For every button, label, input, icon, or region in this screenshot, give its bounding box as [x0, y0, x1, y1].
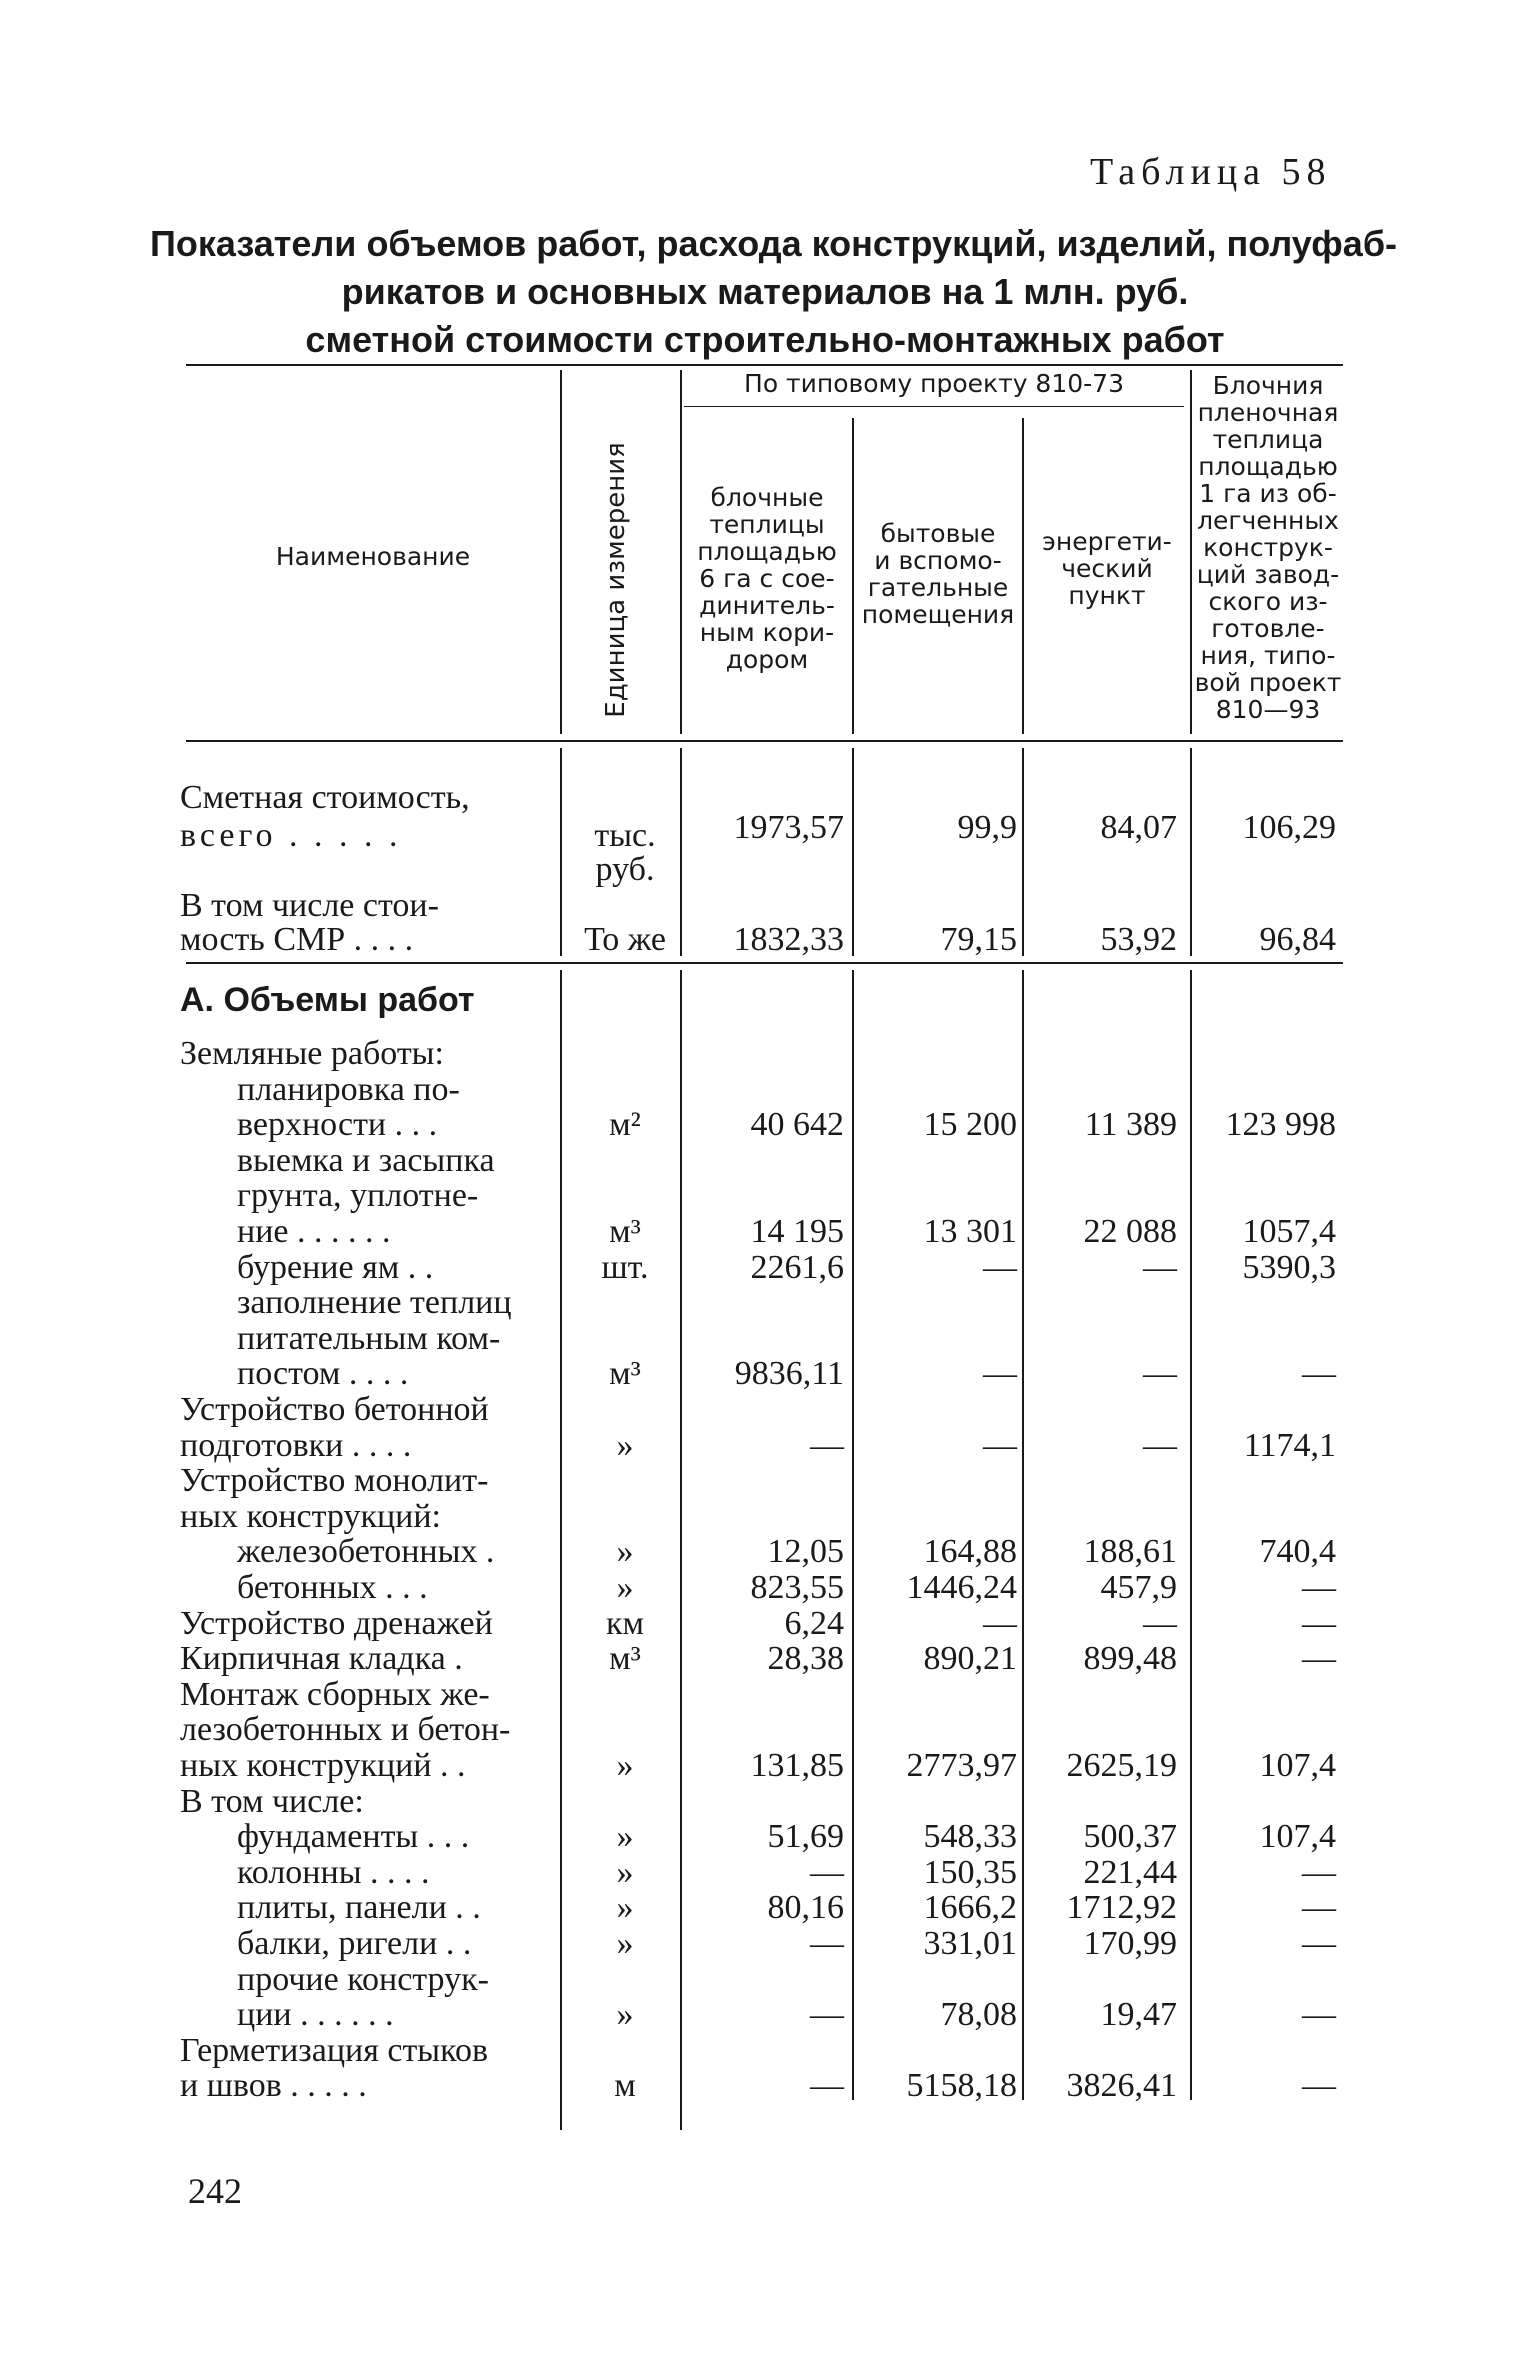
- title-line: рикатов и основных материалов на 1 млн. руб.: [341, 271, 1189, 312]
- header-name: Наименование: [275, 542, 471, 571]
- row-value: 188,61: [1083, 1533, 1177, 1570]
- row-value: 6,24: [784, 1605, 844, 1642]
- col-rule: [560, 370, 562, 734]
- row-value: 823,55: [750, 1569, 844, 1606]
- row-value: —: [810, 1996, 844, 2033]
- row-name: железобетонных .: [237, 1533, 495, 1570]
- col-rule: [680, 748, 682, 956]
- row-value: 19,47: [1100, 1996, 1177, 2033]
- row-value: 2773,97: [906, 1747, 1017, 1784]
- header-group: По типовому проекту 810-73: [744, 369, 1124, 398]
- col-rule: [680, 970, 682, 2130]
- row-value: 1057,4: [1242, 1213, 1336, 1250]
- row-value: 78,08: [940, 1996, 1017, 2033]
- row-value: 22 088: [1083, 1213, 1177, 1250]
- row-value: —: [983, 1427, 1017, 1464]
- title-line: Показатели объемов работ, расхода конструкций, изделий, полуфаб-: [150, 223, 1398, 264]
- row-unit: »: [616, 1889, 634, 1926]
- header-col2: бытовые и вспомо- гательные помещения: [861, 519, 1015, 629]
- row-value: 40 642: [750, 1106, 844, 1143]
- row-name: бетонных . . .: [237, 1569, 428, 1606]
- row-value: —: [1143, 1605, 1177, 1642]
- row-name: Земляные работы:: [180, 1035, 444, 1072]
- row-unit: »: [616, 1818, 634, 1855]
- row-unit: »: [616, 1854, 634, 1891]
- row-value: —: [1302, 1925, 1336, 1962]
- row-value: —: [1302, 1640, 1336, 1677]
- row-value: 457,9: [1100, 1569, 1177, 1606]
- row-name: фундаменты . . .: [237, 1818, 470, 1855]
- col-rule: [1022, 970, 1024, 2100]
- col-rule: [560, 970, 562, 2130]
- row-name: Устройство монолит-: [180, 1462, 489, 1499]
- row-value: 170,99: [1083, 1925, 1177, 1962]
- group-underline: [684, 406, 1184, 407]
- col-rule: [852, 970, 854, 2100]
- row-value: —: [1302, 1569, 1336, 1606]
- row-name: Устройство дренажей: [180, 1605, 493, 1642]
- row-value: 3826,41: [1066, 2067, 1177, 2104]
- row-unit: »: [616, 1427, 634, 1464]
- row-value: —: [1143, 1249, 1177, 1286]
- row-value: 1666,2: [923, 1889, 1017, 1926]
- row-name: и швов . . . . .: [180, 2067, 367, 2104]
- row-value: —: [1302, 1605, 1336, 1642]
- row-value: —: [1302, 1355, 1336, 1392]
- row-value: 899,48: [1083, 1640, 1177, 1677]
- row-value: 12,05: [767, 1533, 844, 1570]
- row-value: 28,38: [767, 1640, 844, 1677]
- row-unit: »: [616, 1533, 634, 1570]
- row-name: Монтаж сборных же-: [180, 1676, 490, 1713]
- row-name: планировка по-: [237, 1071, 460, 1108]
- row-value: —: [810, 1854, 844, 1891]
- row-value: 548,33: [923, 1818, 1017, 1855]
- title-line: сметной стоимости строительно-монтажных работ: [305, 319, 1225, 360]
- row-value: 2625,19: [1066, 1747, 1177, 1784]
- row-name: заполнение теплиц: [237, 1284, 512, 1321]
- row-name: колонны . . . .: [237, 1854, 430, 1891]
- row-value: 1712,92: [1066, 1889, 1177, 1926]
- row-name: Кирпичная кладка .: [180, 1640, 463, 1677]
- row-name: грунта, уплотне-: [237, 1177, 479, 1214]
- row-value: —: [810, 1925, 844, 1962]
- row-value: —: [983, 1605, 1017, 1642]
- row-unit: »: [616, 1996, 634, 2033]
- col-rule: [1022, 748, 1024, 956]
- row-value: 1446,24: [906, 1569, 1017, 1606]
- row-value: 164,88: [923, 1533, 1017, 1570]
- row-value: 51,69: [767, 1818, 844, 1855]
- row-value: 123 998: [1225, 1106, 1336, 1143]
- row-value: 5158,18: [906, 2067, 1017, 2104]
- row-value: 221,44: [1083, 1854, 1177, 1891]
- header-top-rule: [186, 364, 1343, 366]
- row-value: 150,35: [923, 1854, 1017, 1891]
- row-unit: м: [614, 2067, 636, 2104]
- row-value: 740,4: [1259, 1533, 1336, 1570]
- row-value: 80,16: [767, 1889, 844, 1926]
- header-col3: энергети- ческий пункт: [1042, 527, 1172, 610]
- row-name: бурение ям . .: [237, 1249, 434, 1286]
- row-unit: шт.: [601, 1249, 649, 1286]
- row-unit: м²: [609, 1106, 641, 1143]
- row-value: —: [983, 1249, 1017, 1286]
- page-number: 242: [188, 2171, 242, 2211]
- summary-bottom-rule: [186, 962, 1343, 964]
- row-value: —: [810, 1427, 844, 1464]
- row-name: Герметизация стыков: [180, 2032, 488, 2069]
- row-name: ных конструкций . .: [180, 1747, 466, 1784]
- row-unit: м³: [609, 1355, 641, 1392]
- row-name: постом . . . .: [237, 1355, 409, 1392]
- row-name: лезобетонных и бетон-: [180, 1711, 511, 1748]
- row-value: 1174,1: [1243, 1427, 1336, 1464]
- header-col4: Блочния пленочная теплица площадью 1 га из об- легченных конструк- ций завод- ского из- готовле- ния, типо- вой проект 810—93: [1194, 371, 1342, 724]
- row-unit: км: [605, 1605, 645, 1642]
- row-name: верхности . . .: [237, 1106, 438, 1143]
- row-name: ции . . . . . .: [237, 1996, 394, 2033]
- row-name: плиты, панели . .: [237, 1889, 481, 1926]
- table-number: Таблица 58: [1090, 151, 1332, 193]
- header-unit: Единица измерения: [601, 442, 631, 718]
- row-value: 2261,6: [750, 1249, 844, 1286]
- row-value: 500,37: [1083, 1818, 1177, 1855]
- table-title: [150, 220, 1398, 364]
- header-bottom-rule: [186, 740, 1343, 742]
- row-value: —: [810, 2067, 844, 2104]
- row-value: 11 389: [1084, 1106, 1177, 1143]
- row-value: 15 200: [923, 1106, 1017, 1143]
- row-value: 9836,11: [734, 1355, 844, 1392]
- row-value: 14 195: [750, 1213, 844, 1250]
- row-value: —: [1302, 2067, 1336, 2104]
- row-name: балки, ригели . .: [237, 1925, 472, 1962]
- row-name: Устройство бетонной: [180, 1391, 489, 1428]
- row-value: 890,21: [923, 1640, 1017, 1677]
- row-name: В том числе:: [180, 1783, 364, 1820]
- row-name: ние . . . . . .: [237, 1213, 391, 1250]
- row-value: 5390,3: [1242, 1249, 1336, 1286]
- col-rule: [852, 748, 854, 956]
- row-value: —: [1302, 1996, 1336, 2033]
- row-value: —: [1302, 1889, 1336, 1926]
- col-rule: [560, 748, 562, 956]
- row-value: 131,85: [750, 1747, 844, 1784]
- row-name: подготовки . . . .: [180, 1427, 412, 1464]
- row-unit: м³: [609, 1213, 641, 1250]
- header-col1: блочные теплицы площадью 6 га с сое- динитель- ным кори- дором: [697, 483, 837, 674]
- row-value: —: [983, 1355, 1017, 1392]
- row-value: —: [1143, 1355, 1177, 1392]
- row-value: —: [1143, 1427, 1177, 1464]
- row-name: прочие конструк-: [237, 1961, 489, 1998]
- row-name: выемка и засыпка: [237, 1142, 495, 1179]
- row-value: 331,01: [923, 1925, 1017, 1962]
- row-value: 13 301: [923, 1213, 1017, 1250]
- row-name: ных конструкций:: [180, 1498, 441, 1535]
- row-value: 107,4: [1259, 1818, 1336, 1855]
- row-unit: »: [616, 1925, 634, 1962]
- row-unit: »: [616, 1569, 634, 1606]
- row-value: —: [1302, 1854, 1336, 1891]
- row-value: 107,4: [1259, 1747, 1336, 1784]
- row-name: питательным ком-: [237, 1320, 501, 1357]
- row-unit: м³: [609, 1640, 641, 1677]
- row-unit: »: [616, 1747, 634, 1784]
